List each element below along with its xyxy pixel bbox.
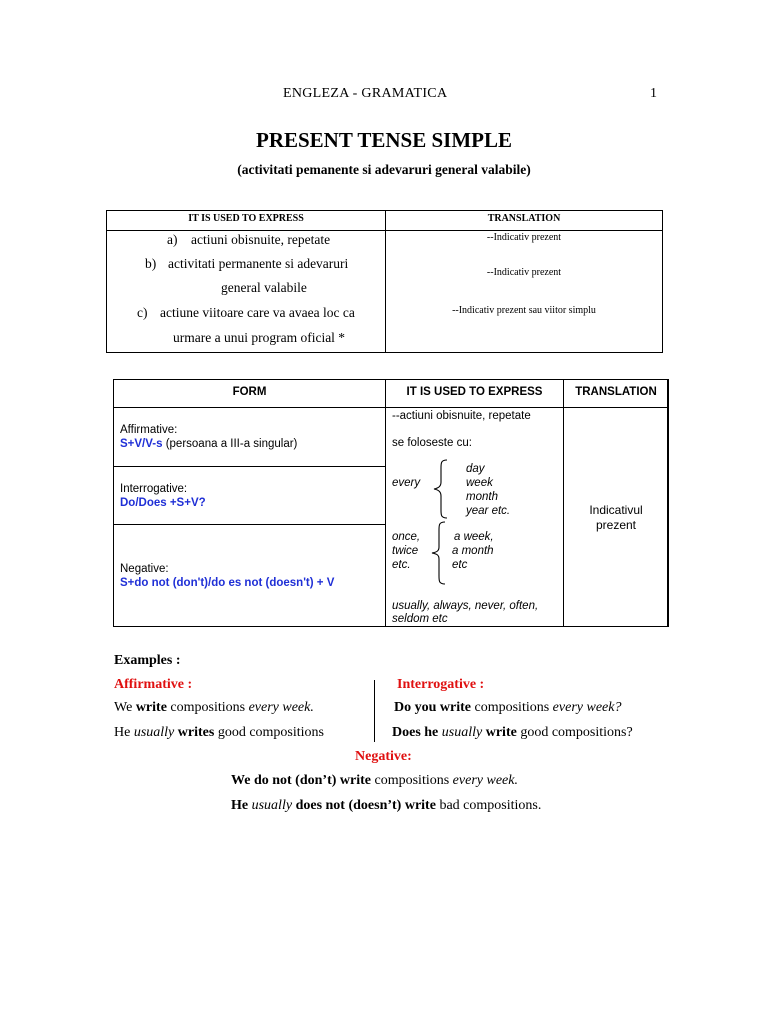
- form-formula: Do/Does +S+V?: [120, 497, 206, 509]
- page-number: 1: [650, 86, 657, 101]
- column-separator: [374, 680, 375, 742]
- column-header-translation: TRANSLATION: [487, 213, 561, 224]
- usage-frequency: twice: [392, 545, 419, 557]
- negative-example: We do not (don’t) write compositions every week.: [231, 773, 518, 788]
- translation-cell: --Indicativ prezent sau viitor simplu: [452, 305, 596, 316]
- usage-every: every: [392, 477, 421, 489]
- usage-frequency: once,: [392, 531, 421, 543]
- interrogative-label: Interrogative :: [397, 677, 485, 692]
- usage-period: year etc.: [466, 505, 511, 517]
- running-header: ENGLEZA - GRAMATICA: [283, 86, 448, 101]
- form-note: (persoana a III-a singular): [162, 438, 298, 450]
- affirmative-label: Affirmative :: [114, 677, 193, 692]
- usage-text: se foloseste cu:: [392, 437, 472, 449]
- form-label: Negative:: [120, 563, 169, 575]
- use-item-text: general valabile: [221, 280, 307, 295]
- brace-icon: [430, 458, 450, 520]
- usage-frequency: etc: [452, 559, 468, 571]
- brace-icon: [428, 520, 448, 586]
- use-item-text: actiuni obisnuite, repetate: [191, 232, 331, 247]
- usage-frequency: a week,: [454, 531, 494, 543]
- usage-table: [106, 210, 663, 353]
- column-header-form: FORM: [232, 386, 267, 398]
- use-item-text: actiune viitoare care va avaea loc ca: [160, 305, 355, 320]
- examples-heading: Examples :: [114, 653, 181, 668]
- use-item-marker: b): [145, 256, 157, 271]
- table-divider: [107, 230, 662, 231]
- negative-example: He usually does not (doesn’t) write bad compositions.: [231, 798, 542, 813]
- form-formula-line: [120, 437, 297, 451]
- column-header-translation: TRANSLATION: [575, 386, 657, 398]
- page-title: PRESENT TENSE SIMPLE: [256, 128, 512, 152]
- usage-adverbs: usually, always, never, often,: [392, 600, 539, 612]
- table-divider: [114, 524, 385, 525]
- negative-label: Negative:: [355, 749, 412, 764]
- column-header-used-to-express: IT IS USED TO EXPRESS: [188, 213, 304, 224]
- usage-frequency: etc.: [392, 559, 411, 571]
- interrogative-example: Do you write compositions every week?: [394, 700, 622, 715]
- interrogative-example: Does he usually write good compositions?: [392, 725, 633, 740]
- affirmative-example: We write compositions every week.: [114, 700, 314, 715]
- translation-cell: --Indicativ prezent: [486, 267, 562, 278]
- form-label: Affirmative:: [120, 424, 178, 436]
- usage-period: month: [466, 491, 498, 503]
- usage-period: day: [466, 463, 485, 475]
- use-item-marker: a): [167, 232, 178, 247]
- page-subtitle: (activitati pemanente si adevaruri general valabile): [237, 162, 531, 177]
- form-formula: S+V/V-s: [120, 438, 163, 450]
- use-item-text: activitati permanente si adevaruri: [168, 256, 349, 271]
- form-table: [113, 379, 669, 627]
- usage-period: week: [466, 477, 493, 489]
- usage-adverbs: seldom etc: [392, 613, 448, 625]
- translation-cell: prezent: [595, 518, 637, 532]
- form-formula: S+do not (don't)/do es not (doesn't) + V: [120, 577, 335, 589]
- affirmative-example: He usually writes good compositions: [114, 725, 324, 740]
- table-divider: [385, 380, 386, 626]
- usage-frequency: a month: [452, 545, 494, 557]
- form-label: Interrogative:: [120, 483, 188, 495]
- translation-cell: --Indicativ prezent: [486, 232, 562, 243]
- use-item-marker: c): [137, 305, 148, 320]
- table-divider: [114, 466, 385, 467]
- table-divider: [114, 407, 667, 408]
- translation-cell: Indicativul: [589, 503, 643, 517]
- use-item-text: urmare a unui program oficial *: [173, 330, 346, 345]
- column-header-used-to-express: IT IS USED TO EXPRESS: [406, 386, 543, 398]
- usage-text: --actiuni obisnuite, repetate: [392, 410, 531, 422]
